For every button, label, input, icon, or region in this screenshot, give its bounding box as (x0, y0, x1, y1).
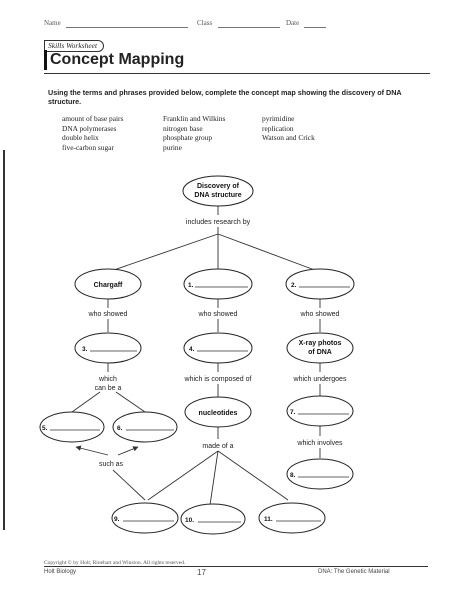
link-involves: which involves (297, 440, 343, 447)
node-8-number: 8. (290, 472, 296, 479)
node-9 (112, 503, 178, 533)
term: DNA polymerases (62, 123, 117, 133)
page-number: 17 (197, 568, 206, 577)
term: phosphate group (163, 133, 213, 142)
node-chargaff-label: Chargaff (93, 282, 123, 289)
node-root (183, 176, 253, 206)
date-label: Date (286, 19, 300, 27)
link-such-as: such as (98, 461, 124, 468)
link-who-showed-3: who showed (300, 311, 340, 318)
footer-book: Holt Biology (44, 569, 77, 575)
node-8 (287, 459, 353, 489)
node-10-number: 10. (185, 517, 195, 524)
node-xray-line1: X-ray photos (298, 340, 342, 347)
worksheet-tag: Skills Worksheet (44, 40, 104, 52)
term: double helix (62, 133, 99, 142)
link-includes: includes research by (185, 219, 251, 226)
footer-chapter: DNA: The Genetic Material (318, 569, 390, 575)
node-11-number: 11. (264, 516, 273, 523)
term: amount of base pairs (62, 114, 124, 123)
link-which: which (99, 376, 117, 383)
instructions: Using the terms and phrases provided below, complete the concept map showing the discovery of DNA structure. (48, 88, 402, 106)
node-xray-line2: of DNA (308, 349, 332, 356)
node-5 (40, 412, 104, 442)
page-title: Concept Mapping (44, 50, 184, 70)
copyright: Copyright © by Holt, Rinehart and Winston. All rights reserved. (44, 560, 186, 566)
node-xray (287, 333, 353, 363)
node-3-number: 3. (82, 346, 88, 353)
node-1 (184, 269, 252, 299)
node-7 (287, 396, 353, 426)
term: purine (163, 142, 182, 152)
node-1-number: 1. (188, 282, 194, 289)
class-label: Class (197, 19, 213, 27)
term: Watson and Crick (262, 133, 315, 142)
footer-rule (44, 566, 428, 567)
link-composed-of: which is composed of (184, 376, 252, 383)
term: Franklin and Wilkins (163, 114, 226, 123)
link-who-showed-1: who showed (88, 311, 128, 318)
node-5-number: 5. (42, 425, 48, 432)
node-2-number: 2. (291, 282, 297, 289)
link-can-be-a: can be a (94, 385, 122, 392)
link-made-of: made of a (202, 443, 234, 450)
node-root-line2: DNA structure (194, 192, 242, 199)
term: pyrimidine (262, 114, 295, 123)
name-label: Name (44, 19, 61, 27)
node-9-number: 9. (114, 516, 120, 523)
node-6-number: 6. (117, 425, 123, 432)
node-7-number: 7. (290, 409, 296, 416)
node-nucleotides-label: nucleotides (198, 410, 238, 417)
node-root-line1: Discovery of (196, 183, 240, 190)
node-6 (113, 412, 177, 442)
term: nitrogen base (163, 123, 203, 133)
link-undergoes: which undergoes (293, 376, 347, 383)
term: five-carbon sugar (62, 142, 114, 152)
node-4-number: 4. (189, 346, 195, 353)
term: replication (262, 123, 294, 133)
link-who-showed-2: who showed (198, 311, 238, 318)
